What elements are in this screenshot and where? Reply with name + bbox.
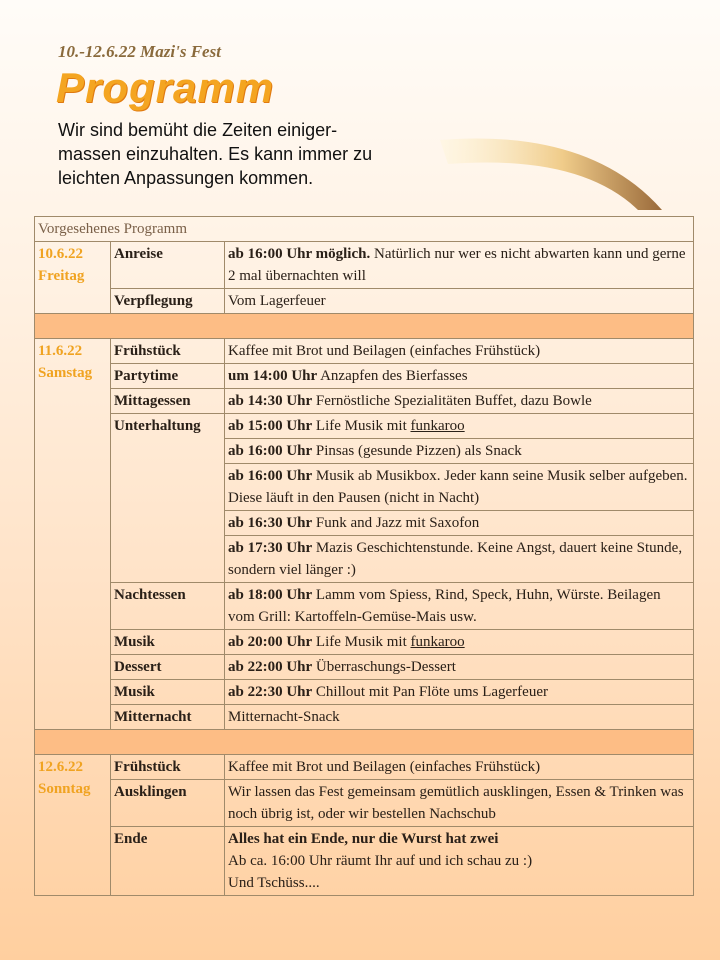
description-cell: [225, 680, 694, 705]
description-text: Fernöstliche Spezialitäten Buffet, dazu Bowle: [312, 393, 592, 409]
description-cell: [225, 242, 694, 289]
time-label: ab 16:00 Uhr möglich.: [228, 246, 371, 262]
event-subtitle: 10.-12.6.22 Mazi's Fest: [58, 42, 221, 61]
table-row: [35, 755, 694, 780]
table-caption-row: [35, 217, 694, 242]
category-cell: Unterhaltung: [111, 414, 225, 583]
description-cell: [225, 364, 694, 389]
description-cell: [225, 339, 694, 364]
description-text: Mitternacht-Snack: [228, 709, 340, 725]
description-cell: [225, 536, 694, 583]
description-line: Ab ca. 16:00 Uhr räumt Ihr auf und ich schau zu :): [228, 853, 533, 869]
table-row: [35, 364, 694, 389]
time-label: ab 16:30 Uhr: [228, 515, 313, 531]
time-label: ab 20:00 Uhr: [228, 634, 313, 650]
description-cell: [225, 289, 694, 314]
description-text: Überraschungs-Dessert: [312, 659, 456, 675]
time-label: ab 22:30 Uhr: [228, 684, 313, 700]
day-separator: [35, 730, 694, 755]
description-text: Vom Lagerfeuer: [228, 293, 326, 309]
day-date: 12.6.22: [38, 759, 83, 775]
intro-text: [58, 118, 432, 190]
time-label: ab 16:00 Uhr: [228, 443, 313, 459]
description-cell: [225, 583, 694, 630]
day-separator: [35, 314, 694, 339]
separator-cell: [35, 314, 694, 339]
band-link[interactable]: funkaroo: [410, 418, 465, 434]
page-title: Programm: [56, 64, 275, 111]
description-cell: [225, 630, 694, 655]
description-cell: [225, 827, 694, 896]
description-text: Natürlich nur wer es nicht abwarten kann und gerne 2 mal übernachten will: [228, 246, 686, 284]
table-caption: Vorgesehenes Programm: [35, 217, 694, 242]
time-label: ab 16:00 Uhr: [228, 468, 313, 484]
program-table: [34, 216, 694, 896]
description-text: Kaffee mit Brot und Beilagen (einfaches Frühstück): [228, 343, 541, 359]
time-label: ab 18:00 Uhr: [228, 587, 313, 603]
category-cell: Partytime: [111, 364, 225, 389]
day-weekday: Freitag: [38, 268, 85, 284]
description-cell: [225, 705, 694, 730]
day-cell: [35, 242, 111, 314]
time-label: ab 17:30 Uhr: [228, 540, 313, 556]
day-weekday: Sonntag: [38, 781, 91, 797]
category-cell: Ende: [111, 827, 225, 896]
table-row: [35, 414, 694, 439]
description-text: Musik ab Musikbox. Jeder kann seine Musik selber aufgeben. Diese läuft in den Pausen (nicht in Nacht): [228, 468, 688, 506]
day-cell: [35, 339, 111, 730]
description-cell: [225, 655, 694, 680]
table-row: [35, 655, 694, 680]
category-cell: Nachtessen: [111, 583, 225, 630]
description-cell: [225, 389, 694, 414]
time-label: um 14:00 Uhr: [228, 368, 318, 384]
description-cell: [225, 464, 694, 511]
table-row: [35, 827, 694, 896]
table-row: [35, 389, 694, 414]
description-cell: [225, 511, 694, 536]
description-text: Wir lassen das Fest gemeinsam gemütlich ausklingen, Essen & Trinken was noch übrig ist, oder wir bestellen Nachschub: [228, 784, 684, 822]
time-label: Alles hat ein Ende, nur die Wurst hat zwei: [228, 831, 499, 847]
description-text: Chillout mit Pan Flöte ums Lagerfeuer: [312, 684, 548, 700]
category-cell: Musik: [111, 680, 225, 705]
category-cell: Musik: [111, 630, 225, 655]
table-row: [35, 583, 694, 630]
table-row: [35, 242, 694, 289]
description-cell: [225, 780, 694, 827]
table-row: [35, 680, 694, 705]
category-cell: Mittagessen: [111, 389, 225, 414]
time-label: ab 22:00 Uhr: [228, 659, 313, 675]
category-cell: Frühstück: [111, 339, 225, 364]
separator-cell: [35, 730, 694, 755]
description-text: Life Musik mit: [312, 634, 411, 650]
intro-line: leichten Anpassungen kommen.: [58, 168, 314, 188]
day-weekday: Samstag: [38, 365, 93, 381]
table-row: [35, 780, 694, 827]
description-text: Pinsas (gesunde Pizzen) als Snack: [312, 443, 522, 459]
category-cell: Anreise: [111, 242, 225, 289]
day-date: 11.6.22: [38, 343, 83, 359]
day-date: 10.6.22: [38, 246, 83, 262]
category-cell: Frühstück: [111, 755, 225, 780]
description-text: Funk and Jazz mit Saxofon: [312, 515, 480, 531]
description-text: Lamm vom Spiess, Rind, Speck, Huhn, Würste. Beilagen vom Grill: Kartoffeln-Gemüse-Mais usw.: [228, 587, 661, 625]
description-line: Und Tschüss....: [228, 875, 320, 891]
description-cell: [225, 414, 694, 439]
category-cell: Ausklingen: [111, 780, 225, 827]
table-row: [35, 339, 694, 364]
category-cell: Mitternacht: [111, 705, 225, 730]
description-text: Anzapfen des Bierfasses: [317, 368, 468, 384]
table-row: [35, 289, 694, 314]
time-label: ab 15:00 Uhr: [228, 418, 313, 434]
description-text: Mazis Geschichtenstunde. Keine Angst, dauert keine Stunde, sondern viel länger :): [228, 540, 683, 578]
intro-line: massen einzuhalten. Es kann immer zu: [58, 144, 373, 164]
table-row: [35, 705, 694, 730]
day-cell: [35, 755, 111, 896]
category-cell: Verpflegung: [111, 289, 225, 314]
description-cell: [225, 755, 694, 780]
description-text: Life Musik mit: [312, 418, 411, 434]
time-label: ab 14:30 Uhr: [228, 393, 313, 409]
table-row: [35, 630, 694, 655]
intro-line: Wir sind bemüht die Zeiten einiger-: [58, 120, 338, 140]
description-cell: [225, 439, 694, 464]
decorative-arc: [440, 132, 670, 212]
category-cell: Dessert: [111, 655, 225, 680]
band-link[interactable]: funkaroo: [410, 634, 465, 650]
description-text: Kaffee mit Brot und Beilagen (einfaches Frühstück): [228, 759, 541, 775]
